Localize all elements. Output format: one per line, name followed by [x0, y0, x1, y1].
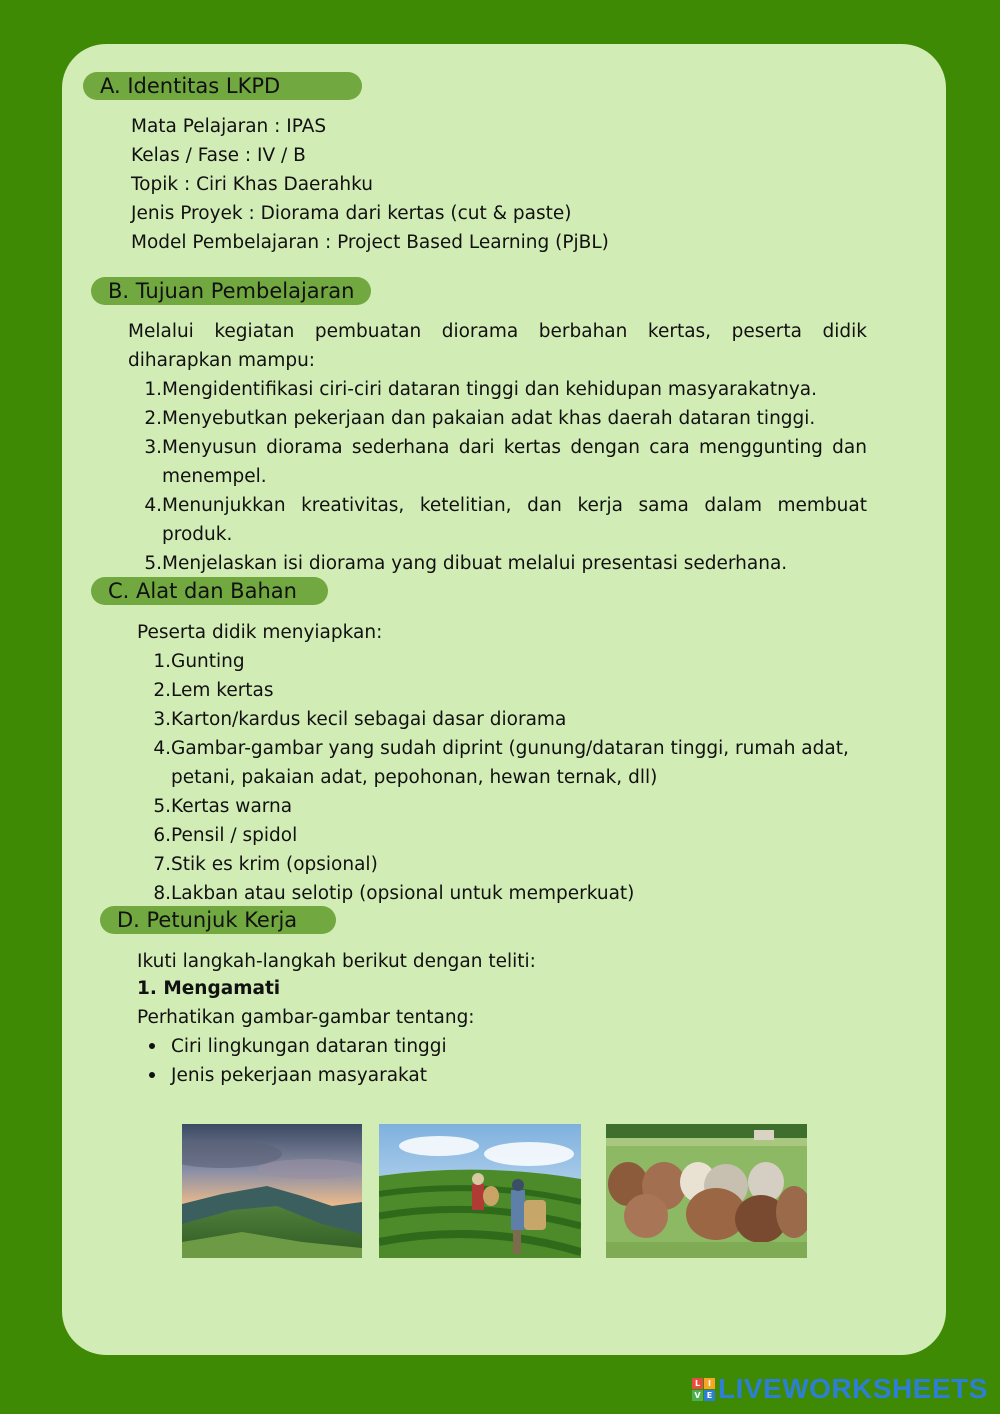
step-title: 1. Mengamati [137, 978, 281, 999]
objective-item: Menjelaskan isi diorama yang dibuat melalui presentasi sederhana. [162, 553, 788, 574]
material-item: Kertas warna [171, 796, 293, 817]
instructions-intro: Ikuti langkah-langkah berikut dengan teliti: [137, 951, 536, 972]
bullet-dot [149, 1043, 155, 1049]
material-item: Karton/kardus kecil sebagai dasar diorama [171, 709, 567, 730]
material-item: Stik es krim (opsional) [171, 854, 378, 875]
objectives-intro-cont: diharapkan mampu: [128, 350, 316, 371]
section-d-heading: D. Petunjuk Kerja [100, 906, 336, 934]
objective-number: 4. [144, 495, 162, 516]
objective-number: 2. [144, 408, 162, 429]
material-number: 3. [153, 709, 171, 730]
materials-intro: Peserta didik menyiapkan: [137, 622, 383, 643]
material-number: 2. [153, 680, 171, 701]
logo-text: LIVEWORKSHEETS [718, 1373, 988, 1404]
material-number: 6. [153, 825, 171, 846]
logo-letter: I [704, 1378, 715, 1389]
tea-pickers-photo [379, 1124, 581, 1258]
logo-letter: V [692, 1390, 703, 1401]
logo-mark-icon [692, 1378, 715, 1401]
bullet-item: Jenis pekerjaan masyarakat [171, 1065, 428, 1086]
section-a-heading: A. Identitas LKPD [83, 72, 362, 100]
objective-number: 3. [144, 437, 162, 458]
identity-project: Jenis Proyek : Diorama dari kertas (cut & paste) [131, 203, 572, 224]
logo-letter: E [704, 1390, 715, 1401]
material-number: 5. [153, 796, 171, 817]
identity-topic: Topik : Ciri Khas Daerahku [131, 174, 373, 195]
material-item-cont: petani, pakaian adat, pepohonan, hewan ternak, dll) [171, 767, 658, 788]
objectives-intro: Melalui kegiatan pembuatan diorama berbahan kertas, peserta didik [128, 321, 867, 342]
bullet-dot [149, 1072, 155, 1078]
section-c-heading: C. Alat dan Bahan [91, 577, 328, 605]
identity-subject: Mata Pelajaran : IPAS [131, 116, 327, 137]
logo-letter: L [692, 1378, 703, 1389]
highland-mountain-photo [182, 1124, 362, 1258]
identity-model: Model Pembelajaran : Project Based Learning (PjBL) [131, 232, 609, 253]
objective-item-cont: menempel. [162, 466, 267, 487]
bullet-item: Ciri lingkungan dataran tinggi [171, 1036, 447, 1057]
objective-item: Mengidentifikasi ciri-ciri dataran tinggi dan kehidupan masyarakatnya. [162, 379, 817, 400]
material-item: Gambar-gambar yang sudah diprint (gunung/dataran tinggi, rumah adat, [171, 738, 849, 759]
material-item: Gunting [171, 651, 245, 672]
material-number: 8. [153, 883, 171, 904]
material-number: 4. [153, 738, 171, 759]
identity-class: Kelas / Fase : IV / B [131, 145, 306, 166]
material-item: Pensil / spidol [171, 825, 298, 846]
material-number: 1. [153, 651, 171, 672]
material-number: 7. [153, 854, 171, 875]
liveworksheets-logo[interactable] [692, 1373, 988, 1404]
objective-item: Menyusun diorama sederhana dari kertas dengan cara menggunting dan [162, 437, 867, 458]
objective-number: 1. [144, 379, 162, 400]
objective-item: Menunjukkan kreativitas, ketelitian, dan kerja sama dalam membuat [162, 495, 867, 516]
section-b-heading: B. Tujuan Pembelajaran [91, 277, 371, 305]
material-item: Lem kertas [171, 680, 274, 701]
material-item: Lakban atau selotip (opsional untuk memperkuat) [171, 883, 635, 904]
objective-item: Menyebutkan pekerjaan dan pakaian adat khas daerah dataran tinggi. [162, 408, 816, 429]
step-text: Perhatikan gambar-gambar tentang: [137, 1007, 475, 1028]
objective-number: 5. [144, 553, 162, 574]
objective-item-cont: produk. [162, 524, 233, 545]
cattle-photo [606, 1124, 807, 1258]
